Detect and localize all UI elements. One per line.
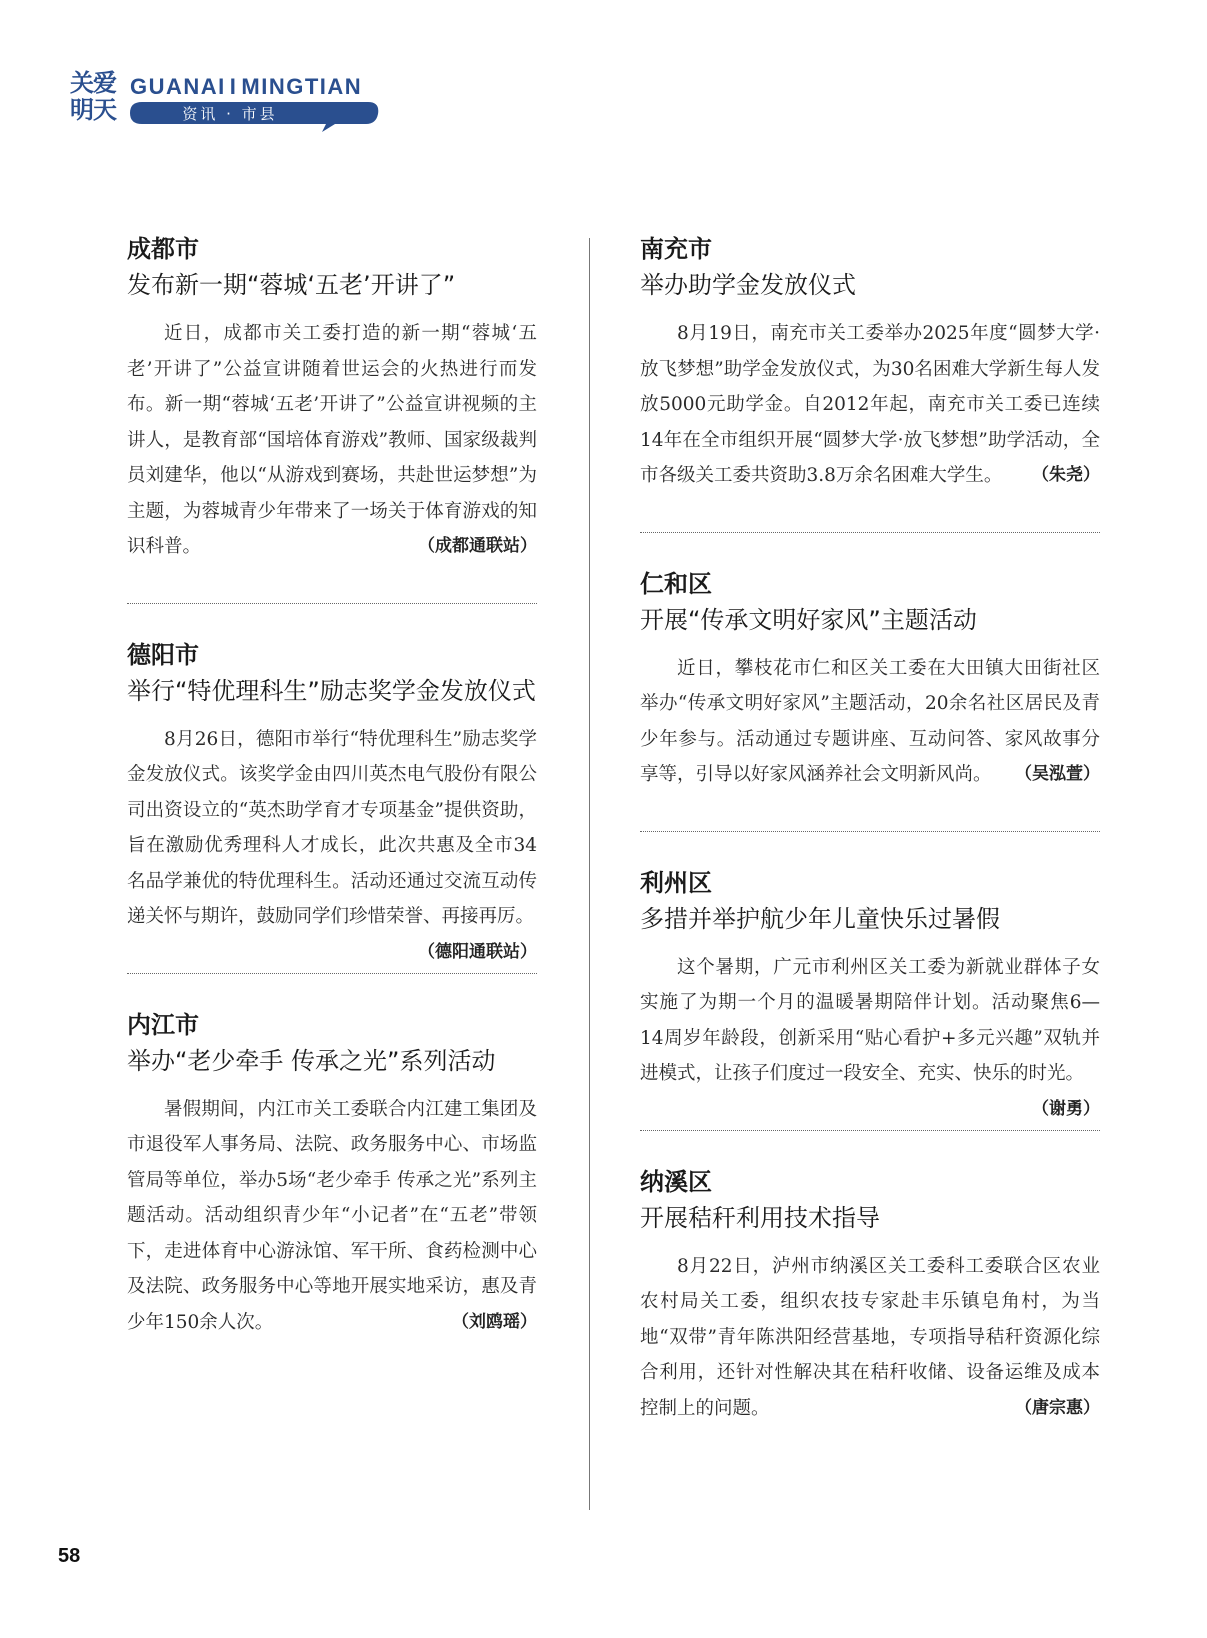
news-text: 8月22日，泸州市纳溪区关工委科工委联合区农业农村局关工委，组织农技专家赴丰乐镇皂角村，为当地“双带”青年陈洪阳经营基地，专项指导秸秆资源化综合利用，还针对性解决其在秸秆收储、设备运维及成本控制上的问题。 — [640, 1255, 1100, 1419]
news-headline: 开展秸秆利用技术指导 — [640, 1203, 880, 1232]
news-text: 8月19日，南充市关工委举办2025年度“圆梦大学·放飞梦想”助学金发放仪式，为30名困难大学新生每人发放5000元助学金。自2012年起，南充市关工委已连续14年在全市组织开展“圆梦大学·放飞梦想”助学活动，全市各级关工委共资助3.8万余名困难大学生。 — [640, 323, 1100, 486]
news-author: （成都通联站） — [418, 536, 537, 556]
news-author: （刘鸥瑶） — [452, 1311, 537, 1332]
news-item — [640, 866, 1100, 1119]
news-headline: 开展“传承文明好家风”主题活动 — [640, 605, 977, 634]
dotted-divider — [640, 1130, 1100, 1131]
news-body — [640, 651, 1100, 793]
brand-separator-icon: I — [229, 74, 238, 99]
news-body — [127, 1092, 537, 1341]
dotted-divider — [127, 603, 537, 604]
news-item — [640, 567, 1100, 793]
news-text: 近日，成都市关工委打造的新一期“蓉城‘五老’开讲了”公益宣讲随着世运会的火热进行而发布。新一期“蓉城‘五老’开讲了”公益宣讲视频的主讲人，是教育部“国培体育游戏”教师、国家级裁判员刘建华，他以“从游戏到赛场，共赴世运梦想”为主题，为蓉城青少年带来了一场关于体育游戏的知识科普。 — [127, 323, 537, 557]
left-column — [127, 232, 537, 1340]
dotted-divider — [640, 831, 1100, 832]
news-item — [640, 1165, 1100, 1427]
news-body — [127, 722, 537, 962]
logo-chinese: 关爱明天 — [70, 69, 116, 124]
news-text: 8月26日，德阳市举行“特优理科生”励志奖学金发放仪式。该奖学金由四川英杰电气股份有限公司出资设立的“英杰助学育才专项基金”提供资助，旨在激励优秀理科人才成长，此次共惠及全市34名品学兼优的特优理科生。活动还通过交流互动传递关怀与期许，鼓励同学们珍惜荣誉、再接再厉。 — [127, 728, 537, 927]
news-item — [127, 1008, 537, 1341]
dotted-divider — [127, 973, 537, 974]
news-text: 近日，攀枝花市仁和区关工委在大田镇大田街社区举办“传承文明好家风”主题活动，20余名社区居民及青少年参与。活动通过专题讲座、互动问答、家风故事分享等，引导以好家风涵养社会文明新风尚。 — [640, 657, 1100, 785]
news-place: 德阳市 — [127, 640, 199, 669]
news-body — [640, 316, 1100, 494]
news-headline: 举办助学金发放仪式 — [640, 271, 856, 299]
news-author: （德阳通联站） — [418, 941, 537, 962]
news-body — [640, 1249, 1100, 1427]
news-author: （谢勇） — [1032, 1098, 1100, 1119]
dotted-divider — [640, 532, 1100, 533]
news-headline: 举办“老少牵手 传承之光”系列活动 — [127, 1046, 496, 1075]
news-author: （朱尧） — [1032, 465, 1100, 485]
brand-right: MINGTIAN — [241, 74, 363, 99]
news-place: 内江市 — [127, 1010, 199, 1039]
news-place: 成都市 — [127, 235, 199, 263]
news-place: 纳溪区 — [640, 1167, 712, 1196]
news-text: 暑假期间，内江市关工委联合内江建工集团及市退役军人事务局、法院、政务服务中心、市场监管局等单位，举办5场“老少牵手 传承之光”系列主题活动。活动组织青少年“小记者”在“五老”带领下，走进体育中心游泳馆、军干所、食药检测中心及法院、政务服务中心等地开展实地采访，惠及青少年150余人次。 — [127, 1098, 537, 1333]
brand-left: GUANAI — [130, 74, 226, 99]
news-text: 这个暑期，广元市利州区关工委为新就业群体子女实施了为期一个月的温暖暑期陪伴计划。活动聚焦6—14周岁年龄段，创新采用“贴心看护+多元兴趣”双轨并进模式，让孩子们度过一段安全、充实、快乐的时光。 — [640, 956, 1100, 1084]
news-place: 南充市 — [640, 235, 712, 263]
news-author: （吴泓萱） — [1015, 764, 1100, 784]
right-column — [640, 232, 1100, 1426]
news-body — [640, 950, 1100, 1119]
news-item — [127, 232, 537, 565]
magazine-header — [70, 70, 400, 134]
section-tag — [130, 102, 330, 126]
logo-english — [130, 74, 362, 100]
news-item — [640, 232, 1100, 494]
news-place: 利州区 — [640, 868, 712, 897]
news-item — [127, 638, 537, 962]
news-place: 仁和区 — [640, 569, 712, 598]
news-headline: 举行“特优理科生”励志奖学金发放仪式 — [127, 676, 536, 705]
news-headline: 多措并举护航少年儿童快乐过暑假 — [640, 904, 1000, 933]
section-tag-label: 资讯 · 市县 — [182, 105, 278, 123]
news-headline: 发布新一期“蓉城‘五老’开讲了” — [127, 271, 456, 299]
news-author: （唐宗惠） — [1015, 1397, 1100, 1418]
page-number: 58 — [58, 1545, 81, 1567]
news-body — [127, 316, 537, 565]
column-divider — [589, 238, 590, 1510]
